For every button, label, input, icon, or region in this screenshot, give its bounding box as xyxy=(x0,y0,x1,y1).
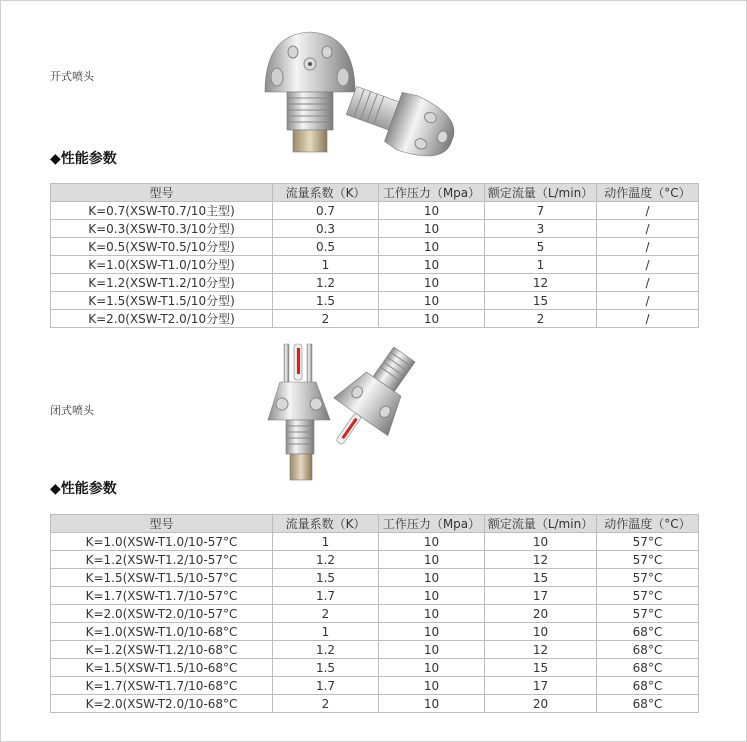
cell-model: K=1.5(XSW-T1.5/10-68°C xyxy=(51,659,273,677)
cell-model: K=0.5(XSW-T0.5/10分型) xyxy=(51,238,273,256)
cell-model: K=0.3(XSW-T0.3/10分型) xyxy=(51,220,273,238)
cell-k: 0.5 xyxy=(273,238,379,256)
closed-nozzle-photo xyxy=(258,340,473,490)
col-header-temp: 动作温度（°C） xyxy=(597,515,699,533)
cell-flow: 12 xyxy=(485,641,597,659)
cell-k: 1.2 xyxy=(273,274,379,292)
cell-temp: 68°C xyxy=(597,695,699,713)
cell-k: 1.2 xyxy=(273,641,379,659)
table-row xyxy=(51,605,699,623)
cell-k: 0.3 xyxy=(273,220,379,238)
table-row xyxy=(51,695,699,713)
cell-pressure: 10 xyxy=(379,641,485,659)
cell-flow: 15 xyxy=(485,659,597,677)
cell-model: K=2.0(XSW-T2.0/10-57°C xyxy=(51,605,273,623)
closed-params-heading: ◆性能参数 xyxy=(50,481,117,497)
cell-flow: 2 xyxy=(485,310,597,328)
table-row xyxy=(51,274,699,292)
table-row xyxy=(51,292,699,310)
cell-model: K=1.5(XSW-T1.5/10分型) xyxy=(51,292,273,310)
cell-k: 2 xyxy=(273,695,379,713)
table-row xyxy=(51,310,699,328)
cell-temp: 57°C xyxy=(597,551,699,569)
table-row xyxy=(51,623,699,641)
cell-k: 1.7 xyxy=(273,677,379,695)
cell-model: K=2.0(XSW-T2.0/10-68°C xyxy=(51,695,273,713)
col-header-k: 流量系数（K） xyxy=(273,515,379,533)
cell-k: 1.7 xyxy=(273,587,379,605)
cell-model: K=1.2(XSW-T1.2/10-68°C xyxy=(51,641,273,659)
table-row xyxy=(51,659,699,677)
cell-flow: 20 xyxy=(485,605,597,623)
cell-temp: / xyxy=(597,292,699,310)
cell-model: K=1.0(XSW-T1.0/10-68°C xyxy=(51,623,273,641)
cell-flow: 7 xyxy=(485,202,597,220)
cell-pressure: 10 xyxy=(379,659,485,677)
cell-flow: 1 xyxy=(485,256,597,274)
table-row xyxy=(51,533,699,551)
cell-pressure: 10 xyxy=(379,310,485,328)
cell-pressure: 10 xyxy=(379,238,485,256)
table-row xyxy=(51,202,699,220)
cell-model: K=1.0(XSW-T1.0/10-57°C xyxy=(51,533,273,551)
cell-flow: 15 xyxy=(485,292,597,310)
cell-k: 1.5 xyxy=(273,569,379,587)
cell-pressure: 10 xyxy=(379,569,485,587)
cell-temp: 57°C xyxy=(597,569,699,587)
cell-k: 1 xyxy=(273,256,379,274)
table-row xyxy=(51,220,699,238)
col-header-pressure: 工作压力（Mpa） xyxy=(379,515,485,533)
cell-pressure: 10 xyxy=(379,695,485,713)
cell-temp: / xyxy=(597,238,699,256)
table-row xyxy=(51,551,699,569)
open-nozzle-label: 开式喷头 xyxy=(50,70,94,83)
col-header-model: 型号 xyxy=(51,515,273,533)
col-header-k: 流量系数（K） xyxy=(273,184,379,202)
cell-pressure: 10 xyxy=(379,292,485,310)
cell-flow: 10 xyxy=(485,623,597,641)
cell-temp: / xyxy=(597,202,699,220)
cell-model: K=1.2(XSW-T1.2/10分型) xyxy=(51,274,273,292)
cell-pressure: 10 xyxy=(379,587,485,605)
cell-pressure: 10 xyxy=(379,551,485,569)
closed-nozzle-label: 闭式喷头 xyxy=(50,404,94,417)
cell-pressure: 10 xyxy=(379,623,485,641)
cell-k: 1 xyxy=(273,623,379,641)
cell-temp: / xyxy=(597,256,699,274)
col-header-pressure: 工作压力（Mpa） xyxy=(379,184,485,202)
cell-pressure: 10 xyxy=(379,605,485,623)
col-header-flow: 额定流量（L/min） xyxy=(485,515,597,533)
col-header-flow: 额定流量（L/min） xyxy=(485,184,597,202)
cell-model: K=1.5(XSW-T1.5/10-57°C xyxy=(51,569,273,587)
open-nozzle-spec-table xyxy=(50,183,699,328)
cell-k: 2 xyxy=(273,605,379,623)
cell-model: K=1.7(XSW-T1.7/10-57°C xyxy=(51,587,273,605)
cell-pressure: 10 xyxy=(379,533,485,551)
open-nozzle-photo xyxy=(255,22,475,157)
col-header-temp: 动作温度（°C） xyxy=(597,184,699,202)
cell-model: K=1.7(XSW-T1.7/10-68°C xyxy=(51,677,273,695)
cell-flow: 12 xyxy=(485,274,597,292)
col-header-model: 型号 xyxy=(51,184,273,202)
cell-k: 2 xyxy=(273,310,379,328)
cell-k: 0.7 xyxy=(273,202,379,220)
cell-k: 1.5 xyxy=(273,292,379,310)
cell-k: 1.2 xyxy=(273,551,379,569)
table-row xyxy=(51,587,699,605)
cell-temp: 68°C xyxy=(597,623,699,641)
table-row xyxy=(51,238,699,256)
table-row xyxy=(51,569,699,587)
cell-flow: 20 xyxy=(485,695,597,713)
cell-temp: 68°C xyxy=(597,641,699,659)
table-row xyxy=(51,641,699,659)
cell-flow: 3 xyxy=(485,220,597,238)
cell-temp: 68°C xyxy=(597,659,699,677)
cell-temp: / xyxy=(597,310,699,328)
table-row xyxy=(51,256,699,274)
cell-temp: 68°C xyxy=(597,677,699,695)
cell-pressure: 10 xyxy=(379,202,485,220)
cell-temp: 57°C xyxy=(597,587,699,605)
cell-flow: 17 xyxy=(485,677,597,695)
cell-model: K=1.2(XSW-T1.2/10-57°C xyxy=(51,551,273,569)
cell-pressure: 10 xyxy=(379,677,485,695)
cell-pressure: 10 xyxy=(379,220,485,238)
cell-flow: 10 xyxy=(485,533,597,551)
table-row xyxy=(51,677,699,695)
cell-k: 1.5 xyxy=(273,659,379,677)
cell-temp: / xyxy=(597,220,699,238)
cell-pressure: 10 xyxy=(379,256,485,274)
cell-model: K=1.0(XSW-T1.0/10分型) xyxy=(51,256,273,274)
cell-temp: / xyxy=(597,274,699,292)
cell-k: 1 xyxy=(273,533,379,551)
cell-flow: 15 xyxy=(485,569,597,587)
cell-temp: 57°C xyxy=(597,533,699,551)
cell-model: K=0.7(XSW-T0.7/10主型) xyxy=(51,202,273,220)
table-header-row xyxy=(51,515,699,533)
open-params-heading: ◆性能参数 xyxy=(50,151,117,167)
cell-temp: 57°C xyxy=(597,605,699,623)
cell-model: K=2.0(XSW-T2.0/10分型) xyxy=(51,310,273,328)
cell-pressure: 10 xyxy=(379,274,485,292)
closed-nozzle-spec-table xyxy=(50,514,699,713)
cell-flow: 5 xyxy=(485,238,597,256)
cell-flow: 17 xyxy=(485,587,597,605)
cell-flow: 12 xyxy=(485,551,597,569)
table-header-row xyxy=(51,184,699,202)
